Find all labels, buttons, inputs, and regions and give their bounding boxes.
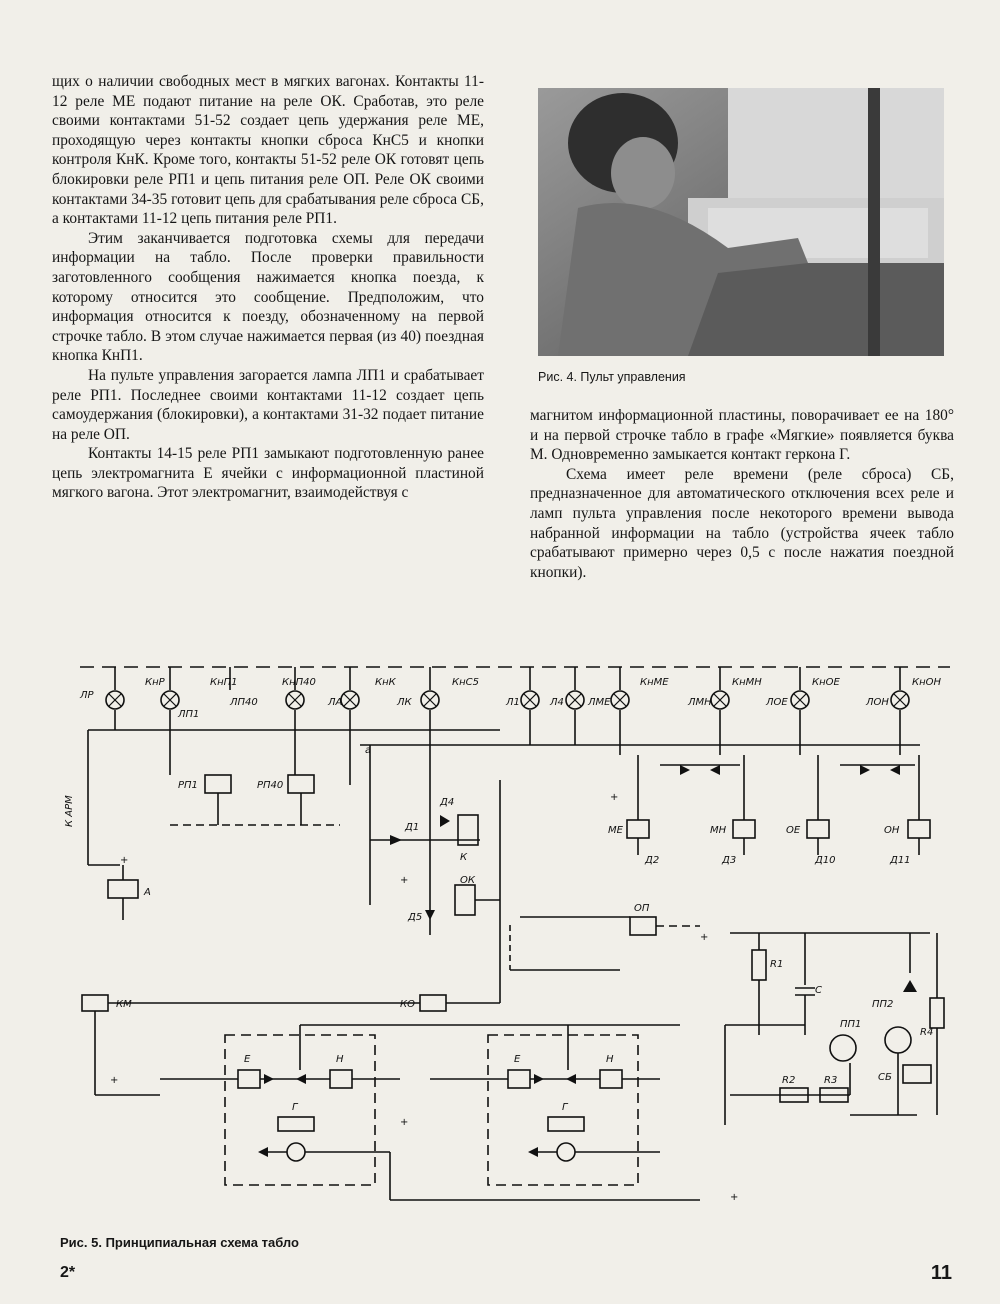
button-label-knp1: КнП1 <box>210 677 238 688</box>
left-text-column <box>52 72 484 503</box>
left-paragraph-4: Контакты 14-15 реле РП1 замыкают подготовленную ранее цепь электромагнита Е ячейки с информационной пластиной мягкого вагона. Этот электромагнит, взаимодействуя с <box>52 445 484 502</box>
control-panel-photo <box>538 88 944 356</box>
relay-label-me: МЕ <box>608 825 623 836</box>
cell-label-g-2: Г <box>562 1102 568 1113</box>
button-label-knme: КнМЕ <box>640 677 669 688</box>
right-paragraph-2: Схема имеет реле времени (реле сброса) СБ, предназначенное для автоматического отключения всех реле и ламп пульта управления после некоторого времени вывода набранной информации на табло (устройства ячеек табло срабатывают примерно через 0,5 с после нажатия поездной кнопки). <box>530 465 954 581</box>
relay-label-rp1: РП1 <box>178 780 198 791</box>
page-number: 11 <box>930 1262 952 1284</box>
relay-label-k: К <box>460 852 468 863</box>
component-label-pp2: ПП2 <box>872 999 894 1010</box>
button-label-knk: КнК <box>375 677 396 688</box>
lamp-label-la: ЛА <box>328 697 343 708</box>
relay-label-mn: МН <box>710 825 727 836</box>
figure4-caption: Рис. 4. Пульт управления <box>538 370 686 384</box>
lamp-label-lp1: ЛП1 <box>178 709 200 720</box>
button-label-knon: КнОН <box>912 677 942 688</box>
side-label-k-arm: К АРМ <box>64 795 75 827</box>
left-paragraph-3: На пульте управления загорается лампа ЛП1 и срабатывает реле РП1. Последнее своими контактами 11-12 создает цепь самоудержания (блокировки), а контактами 31-32 подает питание на реле ОП. <box>52 366 484 443</box>
diode-label-d2: Д2 <box>645 855 660 866</box>
diode-label-d10: Д10 <box>815 855 836 866</box>
lamp-label-lme: ЛМЕ <box>588 697 611 708</box>
diode-label-d5: Д5 <box>408 912 423 923</box>
relay-label-ok: ОК <box>460 875 475 886</box>
cell-label-g-1: Г <box>292 1102 298 1113</box>
right-paragraph-1: магнитом информационной пластины, поворачивает ее на 180° и на первой строчке табло в графе «Мягкие» появляется буква М. Одновременно замыкается контакт геркона Г. <box>530 407 954 464</box>
relay-label-op: ОП <box>634 903 650 914</box>
component-label-r4: R4 <box>920 1027 934 1038</box>
diode-label-d4: Д4 <box>440 797 455 808</box>
lamp-label-lp40: ЛП40 <box>230 697 258 708</box>
button-label-knmn: КнМН <box>732 677 762 688</box>
lamp-label-loe: ЛОЕ <box>766 697 788 708</box>
cell-label-e-1: Е <box>244 1054 251 1065</box>
plus-sign-1: + <box>120 855 129 866</box>
node-label-a: а <box>365 745 372 756</box>
lamp-label-lmn: ЛМН <box>688 697 712 708</box>
plus-sign-4: + <box>700 932 709 943</box>
button-label-knr: КнР <box>145 677 165 688</box>
lamp-label-lk: ЛК <box>397 697 412 708</box>
lamp-label-l4: Л4 <box>550 697 564 708</box>
lamp-label-lon: ЛОН <box>866 697 889 708</box>
relay-label-on: ОН <box>884 825 900 836</box>
plus-sign-7: + <box>730 1192 739 1203</box>
left-paragraph-1: щих о наличии свободных мест в мягких вагонах. Контакты 11-12 реле МЕ подают питание на реле ОК. Сработав, это реле своими контактами 51-52 создает цепь удержания реле МЕ, проходящую через контакты кнопки сброса КнС5 и кнопки контроля КнК. Кроме того, контакты 51-52 реле ОК готовят цепь блокировки реле РП1 и цепь питания реле ОП. Реле ОК своими контактами 34-35 готовит цепь для срабатывания реле сброса СБ, а контактами 11-12 цепь питания реле РП1. <box>52 73 484 228</box>
button-label-knoe: КнОЕ <box>812 677 840 688</box>
plus-sign-5: + <box>110 1075 119 1086</box>
left-paragraph-2: Этим заканчивается подготовка схемы для передачи информации на табло. После проверки правильности заготовленного сообщения нажимается кнопка поезда, к которому относится это сообщение. Предположим, что информация относится к поезду, обозначенному на первой строчке табло. В этом случае нажимается первая (из 40) поездная кнопка КнП1. <box>52 229 484 365</box>
plus-sign-2: + <box>400 875 409 886</box>
right-text-column <box>530 406 954 582</box>
button-label-kns5: КнС5 <box>452 677 479 688</box>
cell-label-e-2: Е <box>514 1054 521 1065</box>
relay-label-a: А <box>144 887 151 898</box>
circuit-schematic <box>60 655 960 1230</box>
relay-label-km: КМ <box>116 999 132 1010</box>
lamp-label-l1: Л1 <box>506 697 520 708</box>
diode-label-d3: Д3 <box>722 855 737 866</box>
cell-label-n-2: Н <box>606 1054 614 1065</box>
cell-label-n-1: Н <box>336 1054 344 1065</box>
diode-label-d11: Д11 <box>890 855 911 866</box>
relay-label-rp40: РП40 <box>257 780 284 791</box>
relay-label-sb: СБ <box>878 1072 892 1083</box>
figure5-caption: Рис. 5. Принципиальная схема табло <box>60 1235 299 1250</box>
component-label-r2: R2 <box>782 1075 796 1086</box>
plus-sign-3: + <box>610 792 619 803</box>
plus-sign-6: + <box>400 1117 409 1128</box>
signature-mark: 2* <box>60 1264 76 1281</box>
relay-label-ko: КО <box>400 999 415 1010</box>
component-label-r3: R3 <box>824 1075 838 1086</box>
component-label-c: С <box>815 985 822 996</box>
lamp-label-lr: ЛР <box>80 690 94 701</box>
relay-label-oe: ОЕ <box>786 825 801 836</box>
diode-label-d1: Д1 <box>405 822 420 833</box>
component-label-pp1: ПП1 <box>840 1019 862 1030</box>
button-label-knp40: КнП40 <box>282 677 316 688</box>
component-label-r1: R1 <box>770 959 784 970</box>
